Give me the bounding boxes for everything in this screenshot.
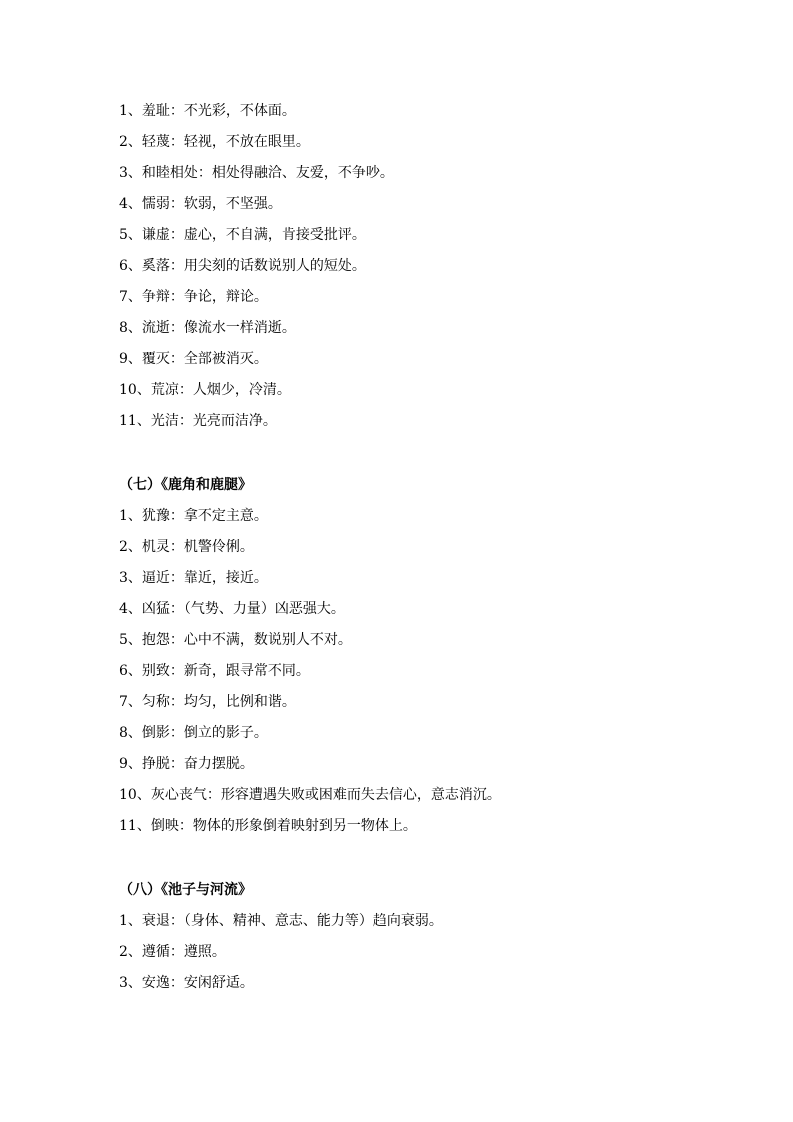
list-item: 6、奚落：用尖刻的话数说别人的短处。 bbox=[119, 258, 366, 274]
section-heading: （七）《鹿角和鹿腿》 bbox=[119, 477, 252, 493]
list-item: 1、羞耻：不光彩，不体面。 bbox=[119, 103, 296, 119]
list-item: 3、逼近：靠近，接近。 bbox=[119, 570, 268, 586]
section-chizi-yu-heliu bbox=[119, 875, 679, 999]
list-item: 9、挣脱：奋力摆脱。 bbox=[119, 756, 254, 772]
list-item: 3、安逸：安闲舒适。 bbox=[119, 975, 254, 991]
list-item: 9、覆灭：全部被消灭。 bbox=[119, 351, 268, 367]
list-item: 1、犹豫：拿不定主意。 bbox=[119, 508, 268, 524]
list-item: 11、光洁：光亮而洁净。 bbox=[119, 413, 277, 429]
list-item: 11、倒映：物体的形象倒着映射到另一物体上。 bbox=[119, 818, 417, 834]
section-heading: （八）《池子与河流》 bbox=[119, 882, 252, 898]
list-item: 5、谦虚：虚心，不自满，肯接受批评。 bbox=[119, 227, 366, 243]
list-item: 6、别致：新奇，跟寻常不同。 bbox=[119, 663, 310, 679]
list-item: 4、懦弱：软弱，不坚强。 bbox=[119, 196, 282, 212]
list-item: 10、灰心丧气：形容遭遇失败或困难而失去信心，意志消沉。 bbox=[119, 787, 501, 803]
list-item: 1、衰退：（身体、精神、意志、能力等）趋向衰弱。 bbox=[119, 913, 443, 929]
list-item: 8、流逝：像流水一样消逝。 bbox=[119, 320, 296, 336]
list-item: 8、倒影：倒立的影子。 bbox=[119, 725, 268, 741]
list-item: 2、遵循：遵照。 bbox=[119, 944, 226, 960]
list-item: 4、凶猛：（气势、力量）凶恶强大。 bbox=[119, 601, 345, 617]
section-vocabulary-continued bbox=[119, 96, 679, 437]
list-item: 10、荒凉：人烟少，冷清。 bbox=[119, 382, 291, 398]
section-lujiao-he-lutui bbox=[119, 470, 679, 842]
list-item: 3、和睦相处：相处得融洽、友爱，不争吵。 bbox=[119, 165, 394, 181]
list-item: 2、轻蔑：轻视，不放在眼里。 bbox=[119, 134, 310, 150]
list-item: 7、争辩：争论，辩论。 bbox=[119, 289, 268, 305]
list-item: 2、机灵：机警伶俐。 bbox=[119, 539, 254, 555]
list-item: 7、匀称：均匀，比例和谐。 bbox=[119, 694, 296, 710]
list-item: 5、抱怨：心中不满，数说别人不对。 bbox=[119, 632, 352, 648]
